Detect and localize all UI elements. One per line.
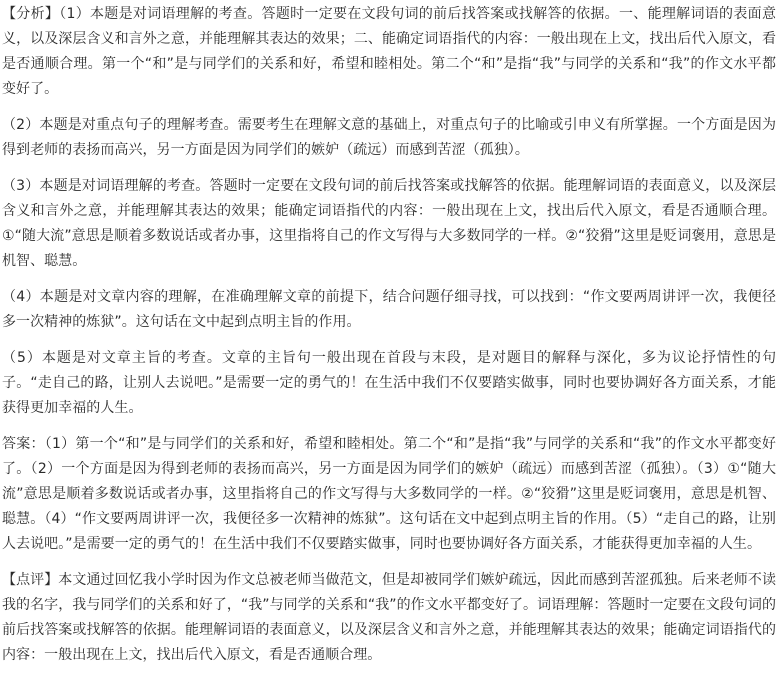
paragraph-gap [2,274,776,285]
paragraph-gap [2,557,776,568]
analysis-paragraph-1: 【分析】（1）本题是对词语理解的考查。答题时一定要在文段句词的前后找答案或找解答的依据。一、能理解词语的表面意义，以及深层含义和言外之意，并能理解其表达的效果；二、能确定词语指代的内容：一般出现在上文，找出后代入原文，看是否通顺合理。第一个“和”是与同学们的关系和好，希望和睦相处。第二个“和”是指“我”与同学的关系和“我”的作文水平都变好了。 [2,6,776,97]
answer-paragraph: 答案：（1）第一个“和”是与同学们的关系和好，希望和睦相处。第二个“和”是指“我”与同学的关系和“我”的作文水平都变好了。（2）一个方面是因为得到老师的表扬而高兴，另一方面是因为同学们的嫉妒（疏远）而感到苦涩（孤独）。（3）①“随大流”意思是顺着多数说话或者办事，这里指将自己的作文写得与大多数同学的一样。②“狡猾”这里是贬词褒用，意思是机智、聪慧。（4）“作文要两周讲评一次，我便径多一次精神的炼狱”。这句话在文中起到点明主旨的作用。（5）“走自己的路，让别人去说吧。”是需要一定的勇气的！在生活中我们不仅要踏实做事，同时也要协调好各方面关系，才能获得更加幸福的人生。 [2,436,776,552]
comment-paragraph: 【点评】本文通过回忆我小学时因为作文总被老师当做范文，但是却被同学们嫉妒疏远，因此而感到苦涩孤独。后来老师不读我的名字，我与同学们的关系和好了，“我”与同学的关系和“我”的作文水平都变好了。词语理解：答题时一定要在文段句词的前后找答案或找解答的依据。能理解词语的表面意义，以及深层含义和言外之意，并能理解其表达的效果；能确定词语指代的内容：一般出现在上文，找出后代入原文，看是否通顺合理。 [2,572,776,663]
paragraph-gap [2,102,776,113]
analysis-paragraph-2: （2）本题是对重点句子的理解考查。需要考生在理解文意的基础上，对重点句子的比喻或引申义有所掌握。一个方面是因为得到老师的表扬而高兴，另一方面是因为同学们的嫉妒（疏远）而感到苦涩（孤独）。 [2,117,776,158]
analysis-paragraph-4: （4）本题是对文章内容的理解，在准确理解文章的前提下，结合问题仔细寻找，可以找到：“作文要两周讲评一次，我便径多一次精神的炼狱”。这句话在文中起到点明主旨的作用。 [2,289,776,330]
paragraph-gap [2,335,776,346]
analysis-paragraph-5: （5）本题是对文章主旨的考查。文章的主旨句一般出现在首段与末段，是对题目的解释与深化，多为议论抒情性的句子。“走自己的路，让别人去说吧。”是需要一定的勇气的！在生活中我们不仅要踏实做事，同时也要协调好各方面关系，才能获得更加幸福的人生。 [2,350,776,416]
paragraph-gap [2,163,776,174]
solution-document [2,2,776,668]
analysis-paragraph-3: （3）本题是对词语理解的考查。答题时一定要在文段句词的前后找答案或找解答的依据。能理解词语的表面意义，以及深层含义和言外之意，并能理解其表达的效果；能确定词语指代的内容：一般出现在上文，找出后代入原文，看是否通顺合理。①“随大流”意思是顺着多数说话或者办事，这里指将自己的作文写得与大多数同学的一样。②“狡猾”这里是贬词褒用，意思是机智、聪慧。 [2,178,776,269]
paragraph-gap [2,421,776,432]
